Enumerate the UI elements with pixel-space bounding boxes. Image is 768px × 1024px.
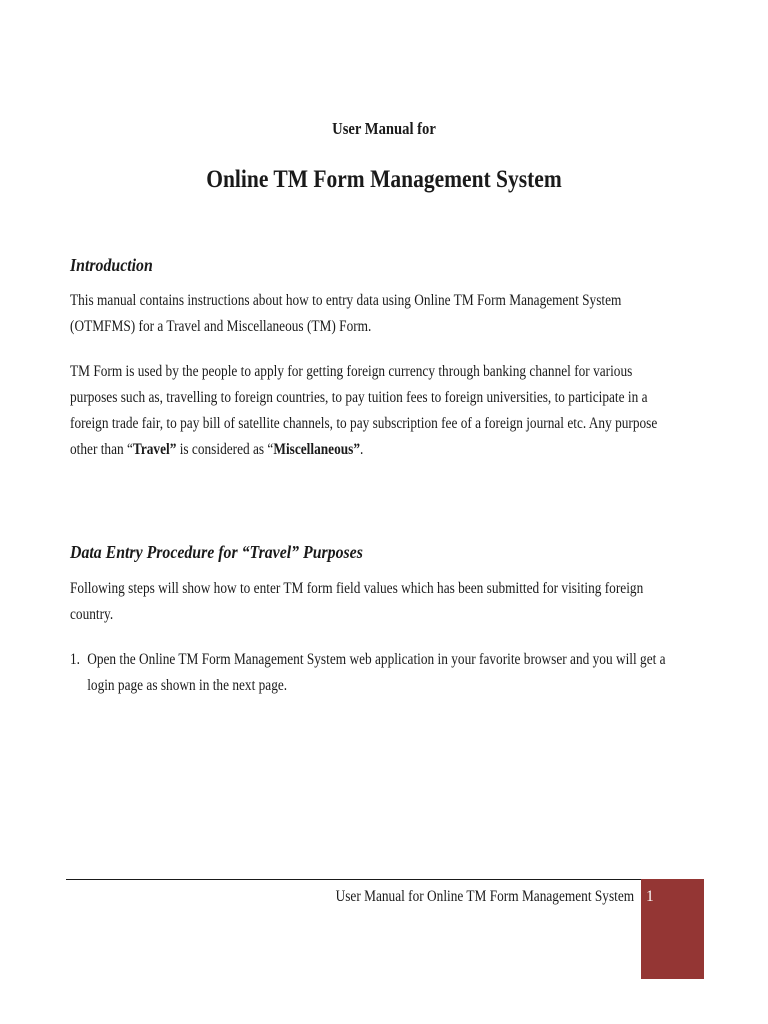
text-line: foreign trade fair, to pay bill of satellite channels, to pay subscription fee of a foreign journal etc. Any purpose — [70, 415, 658, 432]
step-number: 1. — [70, 651, 80, 668]
footer-divider — [66, 879, 641, 880]
text-line: This manual contains instructions about how to entry data using Online TM Form Management System — [70, 292, 622, 309]
text-line: purposes such as, travelling to foreign countries, to pay tuition fees to foreign universities, to participate in a — [70, 389, 648, 406]
step-list-item — [70, 647, 706, 699]
step-body — [87, 647, 706, 699]
page-number-box — [641, 879, 704, 979]
bold-term-travel: Travel” — [132, 441, 177, 458]
text-fragment: . — [360, 441, 364, 458]
text-line: (OTMFMS) for a Travel and Miscellaneous (TM) Form. — [70, 318, 372, 335]
text-line: Following steps will show how to enter TM form field values which has been submitted for visiting foreign — [70, 580, 644, 597]
bold-term-miscellaneous: Miscellaneous” — [273, 441, 361, 458]
page-number: 1 — [646, 888, 654, 905]
text-fragment: other than “ — [70, 441, 133, 458]
text-line-last — [70, 437, 689, 463]
section-heading-introduction: Introduction — [70, 255, 153, 275]
intro-paragraph-2 — [70, 359, 689, 463]
footer-text: User Manual for Online TM Form Management System — [335, 888, 634, 905]
text-line: country. — [70, 606, 114, 623]
travel-paragraph-1 — [70, 576, 689, 628]
intro-paragraph-1 — [70, 288, 689, 340]
text-line: login page as shown in the next page. — [87, 677, 288, 694]
document-subtitle: User Manual for — [332, 119, 436, 138]
section-heading-travel: Data Entry Procedure for “Travel” Purposes — [70, 542, 363, 562]
document-title: Online TM Form Management System — [206, 166, 562, 193]
text-fragment: is considered as “ — [176, 441, 274, 458]
text-line: TM Form is used by the people to apply for getting foreign currency through banking channel for various — [70, 363, 633, 380]
text-line: Open the Online TM Form Management System web application in your favorite browser and you will get a — [87, 651, 666, 668]
